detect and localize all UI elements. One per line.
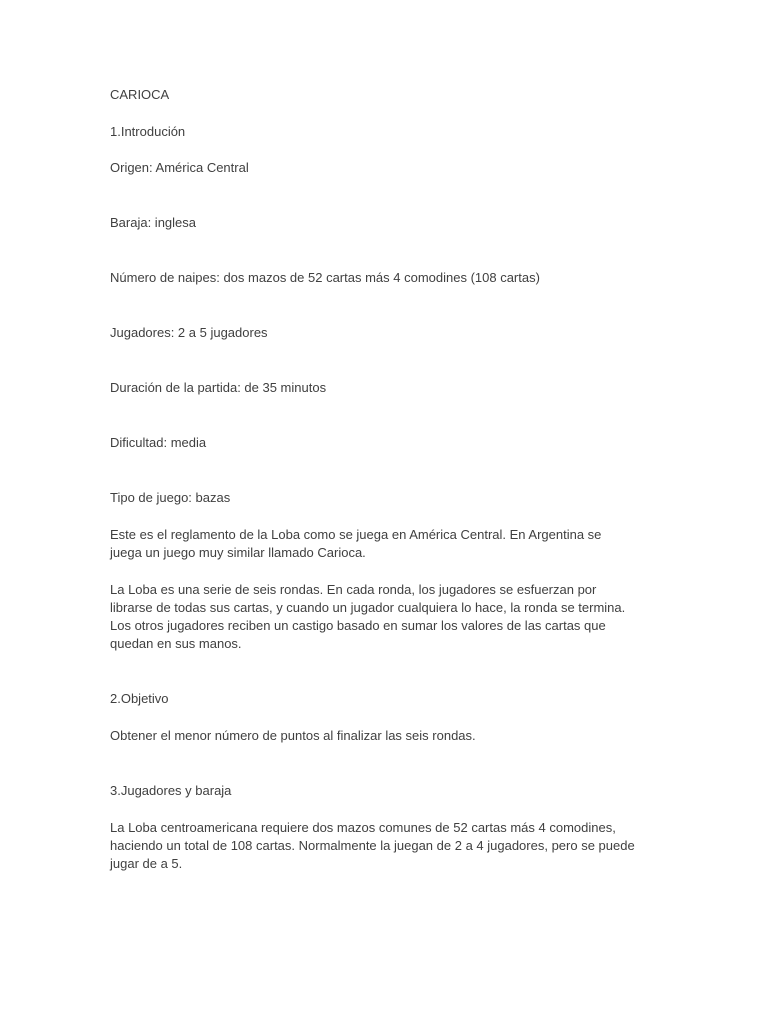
paragraph-line: La Loba es una serie de seis rondas. En cada ronda, los jugadores se esfuerzan por <box>110 582 597 597</box>
paragraph-line: librarse de todas sus cartas, y cuando un jugador cualquiera lo hace, la ronda se termina. <box>110 600 626 615</box>
paragraph-line: Los otros jugadores reciben un castigo basado en sumar los valores de las cartas que <box>110 618 606 633</box>
section-heading-players-deck: 3.Jugadores y baraja <box>110 783 232 798</box>
paragraph-line: haciendo un total de 108 cartas. Normalmente la juegan de 2 a 4 jugadores, pero se puede <box>110 838 635 853</box>
section-heading-introduction: 1.Introdución <box>110 124 186 139</box>
players-line: Jugadores: 2 a 5 jugadores <box>110 325 268 340</box>
game-type-line: Tipo de juego: bazas <box>110 490 231 505</box>
paragraph-line: Este es el reglamento de la Loba como se juega en América Central. En Argentina se <box>110 527 602 542</box>
document-title: CARIOCA <box>110 87 170 102</box>
paragraph-line: juega un juego muy similar llamado Carioca. <box>110 545 366 560</box>
origin-line: Origen: América Central <box>110 160 249 175</box>
difficulty-line: Dificultad: media <box>110 435 207 450</box>
objective-line: Obtener el menor número de puntos al finalizar las seis rondas. <box>110 728 476 743</box>
deck-line: Baraja: inglesa <box>110 215 196 230</box>
card-count-line: Número de naipes: dos mazos de 52 cartas más 4 comodines (108 cartas) <box>110 270 540 285</box>
section-heading-objective: 2.Objetivo <box>110 691 169 706</box>
paragraph-line: La Loba centroamericana requiere dos mazos comunes de 52 cartas más 4 comodines, <box>110 820 616 835</box>
paragraph-line: jugar de a 5. <box>110 856 183 871</box>
duration-line: Duración de la partida: de 35 minutos <box>110 380 327 395</box>
paragraph-line: quedan en sus manos. <box>110 636 242 651</box>
